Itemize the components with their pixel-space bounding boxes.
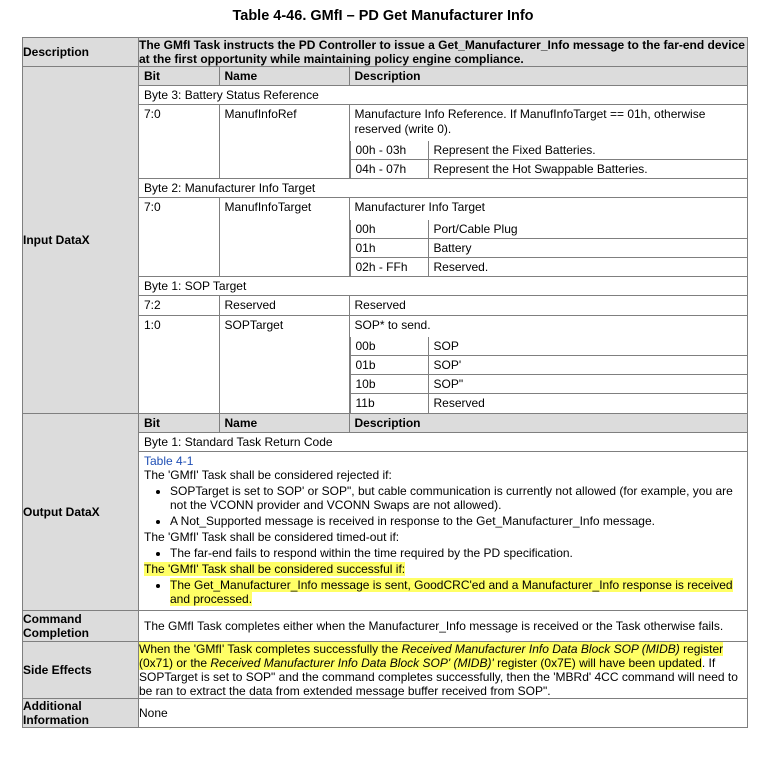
- input-header-row: [139, 67, 747, 86]
- byte3-name: ManufInfoRef: [219, 105, 349, 179]
- table-row: 00h Port/Cable Plug: [350, 220, 747, 239]
- output-label: Output DataX: [23, 413, 139, 610]
- additional-label: Additional Information: [23, 699, 139, 728]
- byte3-bit: 7:0: [139, 105, 219, 179]
- table-row: 00h - 03h Represent the Fixed Batteries.: [350, 141, 747, 160]
- byte3-desc: Manufacture Info Reference. If ManufInfoTarget == 01h, otherwise reserved (write 0).: [354, 107, 706, 136]
- byte2-field-row: [139, 198, 747, 277]
- input-label: Input DataX: [23, 67, 139, 414]
- additional-row: [23, 699, 748, 728]
- list-item: • The far-end fails to respond within the time required by the PD specification.: [170, 546, 742, 560]
- input-table: [139, 67, 747, 413]
- table-row: 10b SOP": [350, 375, 747, 394]
- byte2-bit: 7:0: [139, 198, 219, 277]
- byte2-title: Byte 2: Manufacturer Info Target: [139, 179, 747, 198]
- side-effects-label: Side Effects: [23, 642, 139, 699]
- byte1-soptarget-row: 1:0 SOPTarget SOP* to send. 00b SOP 01b SOP' 10b SOP" 11b Reserved: [139, 315, 747, 413]
- byte3-values: [350, 141, 748, 178]
- table-title: Table 4-46. GMfI – PD Get Manufacturer Info: [232, 8, 534, 24]
- input-row: [23, 67, 748, 414]
- byte1-title: Byte 1: SOP Target: [139, 277, 747, 296]
- side-effects-text: When the 'GMfI' Task completes successfully the Received Manufacturer Info Data Block SOP (MIDB) register (0x71) or the Received Manufacturer Info Data Block SOP' (MIDB)' register (0x7E) will have been updated. If SOPTarget is set to SOP" and the command completes successfully, then the 'MBRd' 4CC command will need to be ran to extract the data from extended message buffer received from SOP".: [139, 642, 748, 699]
- table-row: 01h Battery: [350, 238, 747, 257]
- side-effects-row: [23, 642, 748, 699]
- description-row: [23, 38, 748, 67]
- completion-row: [23, 611, 748, 642]
- timeout-list: [144, 546, 742, 560]
- output-row: [23, 413, 748, 610]
- completion-text: The GMfI Task completes either when the Manufacturer_Info message is received or the Task otherwise fails.: [139, 611, 748, 642]
- timeout-intro: The 'GMfI' Task shall be considered timed-out if:: [144, 530, 400, 545]
- output-header-row: Bit Name Description: [139, 414, 747, 433]
- success-intro: The 'GMfI' Task shall be considered successful if:: [144, 562, 406, 577]
- byte3-field-row: [139, 105, 747, 179]
- header-name: Name: [219, 67, 349, 86]
- byte1-desc: SOP* to send.: [354, 317, 431, 332]
- completion-label: Command Completion: [23, 611, 139, 642]
- table-4-1-link[interactable]: Table 4-1: [144, 454, 194, 469]
- table-row: 02h - FFh Reserved.: [350, 258, 747, 277]
- description-label: Description: [23, 38, 139, 67]
- success-list: [144, 578, 742, 606]
- output-byte1-title: Byte 1: Standard Task Return Code: [139, 432, 747, 451]
- table-row: 11b Reserved: [350, 394, 747, 413]
- rejected-intro: The 'GMfI' Task shall be considered rejected if:: [144, 468, 392, 483]
- header-bit: Bit: [139, 67, 219, 86]
- additional-text: None: [139, 699, 748, 728]
- header-description: Description: [349, 67, 747, 86]
- table-row: 04h - 07h Represent the Hot Swappable Batteries.: [350, 160, 747, 179]
- byte1-reserved-row: 7:2 Reserved Reserved: [139, 296, 747, 315]
- output-table: [139, 414, 747, 610]
- byte2-desc: Manufacturer Info Target: [354, 200, 486, 215]
- rejected-list: [144, 484, 742, 528]
- list-item: • SOPTarget is set to SOP' or SOP", but cable communication is currently not allowed (for example, you are not the VCONN provider and VCONN Swaps are not allowed).: [170, 484, 742, 512]
- list-item: • A Not_Supported message is received in response to the Get_Manufacturer_Info message.: [170, 514, 742, 528]
- byte2-values: [350, 220, 748, 277]
- gmfi-table: [22, 37, 748, 728]
- table-row: 00b SOP: [350, 337, 747, 356]
- byte2-name: ManufInfoTarget: [219, 198, 349, 277]
- byte3-title: Byte 3: Battery Status Reference: [139, 86, 747, 105]
- table-row: 01b SOP': [350, 356, 747, 375]
- byte1-values: [350, 337, 748, 413]
- list-item: • The Get_Manufacturer_Info message is sent, GoodCRC'ed and a Manufacturer_Info response is received and processed.: [170, 578, 742, 606]
- description-text: The GMfI Task instructs the PD Controller to issue a Get_Manufacturer_Info message to the far-end device at the first opportunity while maintaining policy engine compliance.: [139, 38, 748, 67]
